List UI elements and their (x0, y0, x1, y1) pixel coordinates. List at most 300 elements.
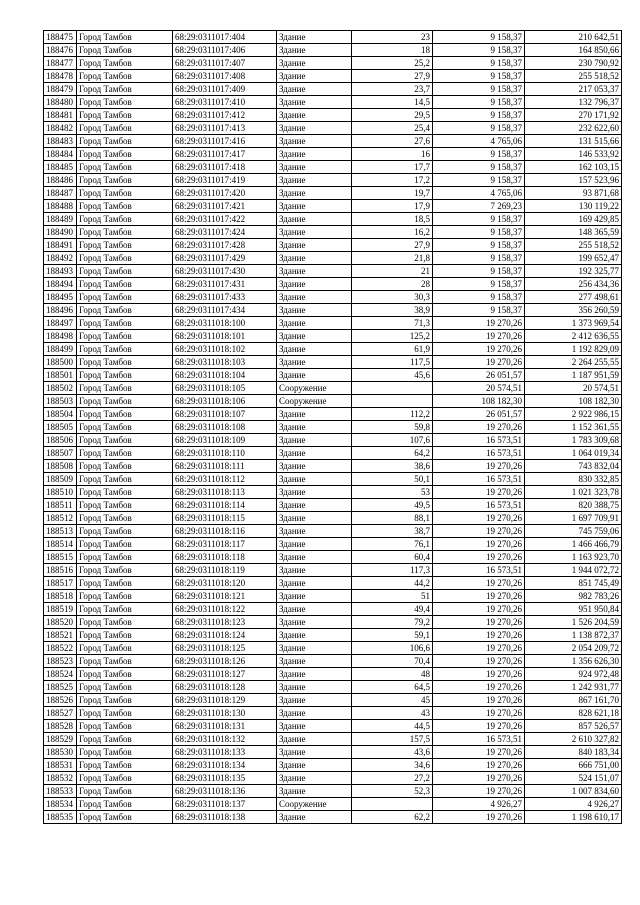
table-row (44, 460, 622, 473)
row-number-cell: 188525 (44, 681, 77, 694)
cadastral-value-cell: 840 183,34 (525, 746, 622, 759)
object-type-cell: Здание (277, 57, 352, 70)
locality-cell: Город Тамбов (77, 109, 173, 122)
area-cell: 62,2 (352, 811, 433, 824)
specific-value-cell: 9 158,37 (433, 96, 525, 109)
locality-cell: Город Тамбов (77, 564, 173, 577)
locality-cell: Город Тамбов (77, 148, 173, 161)
row-number-cell: 188521 (44, 629, 77, 642)
locality-cell: Город Тамбов (77, 759, 173, 772)
cadastral-value-cell: 820 388,75 (525, 499, 622, 512)
cadastral-value-cell: 1 138 872,37 (525, 629, 622, 642)
area-cell: 19,7 (352, 187, 433, 200)
object-type-cell: Здание (277, 96, 352, 109)
cadastral-value-cell: 1 187 951,59 (525, 369, 622, 382)
specific-value-cell: 9 158,37 (433, 161, 525, 174)
area-cell: 53 (352, 486, 433, 499)
locality-cell: Город Тамбов (77, 44, 173, 57)
specific-value-cell: 4 765,06 (433, 187, 525, 200)
specific-value-cell: 9 158,37 (433, 83, 525, 96)
area-cell: 17,2 (352, 174, 433, 187)
locality-cell: Город Тамбов (77, 395, 173, 408)
cadastral-value-cell: 828 621,18 (525, 707, 622, 720)
object-type-cell: Здание (277, 746, 352, 759)
row-number-cell: 188492 (44, 252, 77, 265)
cadastral-value-cell: 2 610 327,82 (525, 733, 622, 746)
area-cell: 59,8 (352, 421, 433, 434)
specific-value-cell: 19 270,26 (433, 512, 525, 525)
locality-cell: Город Тамбов (77, 434, 173, 447)
locality-cell: Город Тамбов (77, 668, 173, 681)
row-number-cell: 188489 (44, 213, 77, 226)
cadastral-value-cell: 1 007 834,60 (525, 785, 622, 798)
locality-cell: Город Тамбов (77, 642, 173, 655)
row-number-cell: 188481 (44, 109, 77, 122)
object-type-cell: Здание (277, 291, 352, 304)
cadastral-number-cell: 68:29:0311017:422 (173, 213, 277, 226)
cadastral-number-cell: 68:29:0311018:115 (173, 512, 277, 525)
table-row (44, 681, 622, 694)
object-type-cell: Здание (277, 512, 352, 525)
table-row (44, 746, 622, 759)
row-number-cell: 188496 (44, 304, 77, 317)
cadastral-value-cell: 4 926,27 (525, 798, 622, 811)
locality-cell: Город Тамбов (77, 551, 173, 564)
row-number-cell: 188478 (44, 70, 77, 83)
object-type-cell: Здание (277, 278, 352, 291)
object-type-cell: Здание (277, 564, 352, 577)
locality-cell: Город Тамбов (77, 278, 173, 291)
object-type-cell: Здание (277, 473, 352, 486)
object-type-cell: Здание (277, 577, 352, 590)
table-row (44, 291, 622, 304)
cadastral-number-cell: 68:29:0311017:413 (173, 122, 277, 135)
table-row (44, 174, 622, 187)
area-cell: 27,6 (352, 135, 433, 148)
specific-value-cell: 16 573,51 (433, 733, 525, 746)
table-row (44, 278, 622, 291)
cadastral-value-cell: 2 054 209,72 (525, 642, 622, 655)
area-cell: 70,4 (352, 655, 433, 668)
locality-cell: Город Тамбов (77, 83, 173, 96)
locality-cell: Город Тамбов (77, 96, 173, 109)
cadastral-value-cell: 2 264 255,55 (525, 356, 622, 369)
area-cell: 25,2 (352, 57, 433, 70)
cadastral-value-cell: 867 161,70 (525, 694, 622, 707)
object-type-cell: Здание (277, 122, 352, 135)
object-type-cell: Здание (277, 759, 352, 772)
object-type-cell: Сооружение (277, 382, 352, 395)
area-cell: 38,6 (352, 460, 433, 473)
row-number-cell: 188490 (44, 226, 77, 239)
table-row (44, 564, 622, 577)
row-number-cell: 188485 (44, 161, 77, 174)
row-number-cell: 188507 (44, 447, 77, 460)
table-row (44, 304, 622, 317)
specific-value-cell: 9 158,37 (433, 239, 525, 252)
table-row (44, 57, 622, 70)
object-type-cell: Здание (277, 70, 352, 83)
table-row (44, 798, 622, 811)
row-number-cell: 188505 (44, 421, 77, 434)
cadastral-value-cell: 1 163 923,70 (525, 551, 622, 564)
row-number-cell: 188532 (44, 772, 77, 785)
cadastral-number-cell: 68:29:0311018:123 (173, 616, 277, 629)
locality-cell: Город Тамбов (77, 343, 173, 356)
cadastral-value-cell: 2 922 986,15 (525, 408, 622, 421)
area-cell: 51 (352, 590, 433, 603)
area-cell: 21 (352, 265, 433, 278)
table-row (44, 772, 622, 785)
cadastral-number-cell: 68:29:0311018:100 (173, 317, 277, 330)
area-cell: 29,5 (352, 109, 433, 122)
cadastral-number-cell: 68:29:0311018:101 (173, 330, 277, 343)
cadastral-value-cell: 164 850,66 (525, 44, 622, 57)
area-cell: 18,5 (352, 213, 433, 226)
row-number-cell: 188500 (44, 356, 77, 369)
cadastral-value-cell: 256 434,36 (525, 278, 622, 291)
cadastral-number-cell: 68:29:0311018:122 (173, 603, 277, 616)
cadastral-value-cell: 1 944 072,72 (525, 564, 622, 577)
row-number-cell: 188508 (44, 460, 77, 473)
locality-cell: Город Тамбов (77, 252, 173, 265)
area-cell (352, 382, 433, 395)
cadastral-number-cell: 68:29:0311018:114 (173, 499, 277, 512)
specific-value-cell: 19 270,26 (433, 681, 525, 694)
cadastral-value-cell: 277 498,61 (525, 291, 622, 304)
cadastral-value-cell: 157 523,96 (525, 174, 622, 187)
cadastral-number-cell: 68:29:0311018:103 (173, 356, 277, 369)
row-number-cell: 188479 (44, 83, 77, 96)
locality-cell: Город Тамбов (77, 187, 173, 200)
specific-value-cell: 19 270,26 (433, 655, 525, 668)
cadastral-number-cell: 68:29:0311018:110 (173, 447, 277, 460)
row-number-cell: 188495 (44, 291, 77, 304)
cadastral-value-cell: 666 751,00 (525, 759, 622, 772)
cadastral-value-cell: 255 518,52 (525, 70, 622, 83)
specific-value-cell: 19 270,26 (433, 486, 525, 499)
cadastral-number-cell: 68:29:0311018:129 (173, 694, 277, 707)
cadastral-value-cell: 1 198 610,17 (525, 811, 622, 824)
locality-cell: Город Тамбов (77, 265, 173, 278)
cadastral-number-cell: 68:29:0311017:407 (173, 57, 277, 70)
cadastral-value-table (43, 30, 622, 824)
object-type-cell: Здание (277, 772, 352, 785)
cadastral-number-cell: 68:29:0311018:116 (173, 525, 277, 538)
table-row (44, 408, 622, 421)
row-number-cell: 188487 (44, 187, 77, 200)
table-row (44, 109, 622, 122)
row-number-cell: 188503 (44, 395, 77, 408)
row-number-cell: 188517 (44, 577, 77, 590)
cadastral-number-cell: 68:29:0311018:117 (173, 538, 277, 551)
cadastral-number-cell: 68:29:0311018:112 (173, 473, 277, 486)
object-type-cell: Здание (277, 434, 352, 447)
specific-value-cell: 19 270,26 (433, 551, 525, 564)
area-cell: 14,5 (352, 96, 433, 109)
locality-cell: Город Тамбов (77, 122, 173, 135)
locality-cell: Город Тамбов (77, 174, 173, 187)
cadastral-number-cell: 68:29:0311018:113 (173, 486, 277, 499)
specific-value-cell: 9 158,37 (433, 291, 525, 304)
table-row (44, 707, 622, 720)
cadastral-number-cell: 68:29:0311017:419 (173, 174, 277, 187)
specific-value-cell: 9 158,37 (433, 44, 525, 57)
object-type-cell: Здание (277, 681, 352, 694)
cadastral-number-cell: 68:29:0311018:126 (173, 655, 277, 668)
locality-cell: Город Тамбов (77, 499, 173, 512)
row-number-cell: 188511 (44, 499, 77, 512)
specific-value-cell: 19 270,26 (433, 694, 525, 707)
specific-value-cell: 7 269,23 (433, 200, 525, 213)
row-number-cell: 188518 (44, 590, 77, 603)
row-number-cell: 188530 (44, 746, 77, 759)
locality-cell: Город Тамбов (77, 31, 173, 44)
locality-cell: Город Тамбов (77, 655, 173, 668)
row-number-cell: 188516 (44, 564, 77, 577)
object-type-cell: Здание (277, 733, 352, 746)
row-number-cell: 188533 (44, 785, 77, 798)
cadastral-number-cell: 68:29:0311018:118 (173, 551, 277, 564)
row-number-cell: 188531 (44, 759, 77, 772)
cadastral-number-cell: 68:29:0311018:132 (173, 733, 277, 746)
locality-cell: Город Тамбов (77, 304, 173, 317)
locality-cell: Город Тамбов (77, 369, 173, 382)
locality-cell: Город Тамбов (77, 135, 173, 148)
locality-cell: Город Тамбов (77, 70, 173, 83)
object-type-cell: Здание (277, 694, 352, 707)
cadastral-number-cell: 68:29:0311018:124 (173, 629, 277, 642)
object-type-cell: Здание (277, 252, 352, 265)
table-row (44, 525, 622, 538)
specific-value-cell: 19 270,26 (433, 330, 525, 343)
table-row (44, 629, 622, 642)
cadastral-value-cell: 1 697 709,91 (525, 512, 622, 525)
cadastral-number-cell: 68:29:0311018:111 (173, 460, 277, 473)
table-row (44, 499, 622, 512)
table-row (44, 720, 622, 733)
cadastral-number-cell: 68:29:0311018:125 (173, 642, 277, 655)
row-number-cell: 188522 (44, 642, 77, 655)
cadastral-value-cell: 230 790,92 (525, 57, 622, 70)
row-number-cell: 188498 (44, 330, 77, 343)
cadastral-value-cell: 1 373 969,54 (525, 317, 622, 330)
specific-value-cell: 108 182,30 (433, 395, 525, 408)
cadastral-value-cell: 1 192 829,09 (525, 343, 622, 356)
area-cell: 23 (352, 31, 433, 44)
area-cell: 27,9 (352, 70, 433, 83)
row-number-cell: 188535 (44, 811, 77, 824)
cadastral-number-cell: 68:29:0311017:416 (173, 135, 277, 148)
area-cell: 21,8 (352, 252, 433, 265)
object-type-cell: Здание (277, 161, 352, 174)
row-number-cell: 188476 (44, 44, 77, 57)
row-number-cell: 188483 (44, 135, 77, 148)
cadastral-number-cell: 68:29:0311017:409 (173, 83, 277, 96)
specific-value-cell: 19 270,26 (433, 577, 525, 590)
row-number-cell: 188513 (44, 525, 77, 538)
row-number-cell: 188506 (44, 434, 77, 447)
specific-value-cell: 19 270,26 (433, 343, 525, 356)
locality-cell: Город Тамбов (77, 408, 173, 421)
object-type-cell: Здание (277, 486, 352, 499)
cadastral-number-cell: 68:29:0311017:420 (173, 187, 277, 200)
table-row (44, 447, 622, 460)
area-cell: 49,4 (352, 603, 433, 616)
cadastral-value-cell: 1 356 626,30 (525, 655, 622, 668)
object-type-cell: Здание (277, 356, 352, 369)
cadastral-number-cell: 68:29:0311017:421 (173, 200, 277, 213)
object-type-cell: Здание (277, 343, 352, 356)
area-cell: 107,6 (352, 434, 433, 447)
cadastral-value-cell: 132 796,37 (525, 96, 622, 109)
row-number-cell: 188510 (44, 486, 77, 499)
cadastral-value-cell: 192 325,77 (525, 265, 622, 278)
area-cell: 125,2 (352, 330, 433, 343)
row-number-cell: 188499 (44, 343, 77, 356)
area-cell: 117,3 (352, 564, 433, 577)
specific-value-cell: 4 765,06 (433, 135, 525, 148)
specific-value-cell: 9 158,37 (433, 148, 525, 161)
area-cell: 44,2 (352, 577, 433, 590)
area-cell: 16,2 (352, 226, 433, 239)
cadastral-value-cell: 1 526 204,59 (525, 616, 622, 629)
area-cell: 17,7 (352, 161, 433, 174)
locality-cell: Город Тамбов (77, 213, 173, 226)
table-row (44, 759, 622, 772)
locality-cell: Город Тамбов (77, 538, 173, 551)
object-type-cell: Здание (277, 239, 352, 252)
cadastral-value-cell: 1 152 361,55 (525, 421, 622, 434)
cadastral-number-cell: 68:29:0311017:424 (173, 226, 277, 239)
object-type-cell: Здание (277, 447, 352, 460)
specific-value-cell: 19 270,26 (433, 668, 525, 681)
row-number-cell: 188527 (44, 707, 77, 720)
cadastral-number-cell: 68:29:0311017:434 (173, 304, 277, 317)
cadastral-number-cell: 68:29:0311018:105 (173, 382, 277, 395)
specific-value-cell: 19 270,26 (433, 460, 525, 473)
locality-cell: Город Тамбов (77, 486, 173, 499)
row-number-cell: 188528 (44, 720, 77, 733)
cadastral-value-cell: 146 533,92 (525, 148, 622, 161)
row-number-cell: 188494 (44, 278, 77, 291)
object-type-cell: Здание (277, 785, 352, 798)
object-type-cell: Здание (277, 551, 352, 564)
cadastral-value-cell: 745 759,06 (525, 525, 622, 538)
area-cell: 59,1 (352, 629, 433, 642)
area-cell: 60,4 (352, 551, 433, 564)
cadastral-number-cell: 68:29:0311018:109 (173, 434, 277, 447)
row-number-cell: 188520 (44, 616, 77, 629)
row-number-cell: 188477 (44, 57, 77, 70)
object-type-cell: Сооружение (277, 798, 352, 811)
table-row (44, 551, 622, 564)
area-cell: 117,5 (352, 356, 433, 369)
locality-cell: Город Тамбов (77, 382, 173, 395)
table-row (44, 538, 622, 551)
table-row (44, 83, 622, 96)
area-cell: 16 (352, 148, 433, 161)
area-cell: 79,2 (352, 616, 433, 629)
specific-value-cell: 9 158,37 (433, 252, 525, 265)
specific-value-cell: 9 158,37 (433, 213, 525, 226)
row-number-cell: 188523 (44, 655, 77, 668)
specific-value-cell: 9 158,37 (433, 57, 525, 70)
cadastral-number-cell: 68:29:0311018:121 (173, 590, 277, 603)
area-cell: 45,6 (352, 369, 433, 382)
cadastral-value-cell: 20 574,51 (525, 382, 622, 395)
area-cell: 38,9 (352, 304, 433, 317)
table-row (44, 473, 622, 486)
locality-cell: Город Тамбов (77, 512, 173, 525)
specific-value-cell: 9 158,37 (433, 304, 525, 317)
locality-cell: Город Тамбов (77, 707, 173, 720)
object-type-cell: Здание (277, 408, 352, 421)
row-number-cell: 188480 (44, 96, 77, 109)
table-row (44, 512, 622, 525)
cadastral-value-cell: 2 412 636,55 (525, 330, 622, 343)
cadastral-value-cell: 851 745,49 (525, 577, 622, 590)
specific-value-cell: 16 573,51 (433, 447, 525, 460)
specific-value-cell: 16 573,51 (433, 499, 525, 512)
table-row (44, 603, 622, 616)
cadastral-value-cell: 951 950,84 (525, 603, 622, 616)
area-cell: 71,3 (352, 317, 433, 330)
row-number-cell: 188482 (44, 122, 77, 135)
cadastral-number-cell: 68:29:0311018:102 (173, 343, 277, 356)
area-cell: 34,6 (352, 759, 433, 772)
cadastral-value-cell: 982 783,26 (525, 590, 622, 603)
locality-cell: Город Тамбов (77, 330, 173, 343)
table-row (44, 148, 622, 161)
locality-cell: Город Тамбов (77, 239, 173, 252)
object-type-cell: Здание (277, 629, 352, 642)
table-row (44, 733, 622, 746)
table-row (44, 187, 622, 200)
cadastral-number-cell: 68:29:0311018:119 (173, 564, 277, 577)
row-number-cell: 188514 (44, 538, 77, 551)
specific-value-cell: 9 158,37 (433, 122, 525, 135)
table-row (44, 616, 622, 629)
area-cell: 48 (352, 668, 433, 681)
locality-cell: Город Тамбов (77, 200, 173, 213)
cadastral-number-cell: 68:29:0311018:133 (173, 746, 277, 759)
specific-value-cell: 19 270,26 (433, 538, 525, 551)
locality-cell: Город Тамбов (77, 356, 173, 369)
area-cell: 157,5 (352, 733, 433, 746)
area-cell: 50,1 (352, 473, 433, 486)
cadastral-value-cell: 524 151,07 (525, 772, 622, 785)
area-cell: 43,6 (352, 746, 433, 759)
cadastral-number-cell: 68:29:0311018:107 (173, 408, 277, 421)
cadastral-value-cell: 162 103,15 (525, 161, 622, 174)
table-row (44, 434, 622, 447)
table-row (44, 785, 622, 798)
specific-value-cell: 19 270,26 (433, 616, 525, 629)
object-type-cell: Здание (277, 31, 352, 44)
specific-value-cell: 19 270,26 (433, 421, 525, 434)
area-cell: 17,9 (352, 200, 433, 213)
table-row (44, 122, 622, 135)
object-type-cell: Здание (277, 369, 352, 382)
area-cell: 27,9 (352, 239, 433, 252)
cadastral-value-cell: 255 518,52 (525, 239, 622, 252)
table-row (44, 369, 622, 382)
locality-cell: Город Тамбов (77, 590, 173, 603)
object-type-cell: Здание (277, 317, 352, 330)
specific-value-cell: 19 270,26 (433, 707, 525, 720)
object-type-cell: Здание (277, 304, 352, 317)
